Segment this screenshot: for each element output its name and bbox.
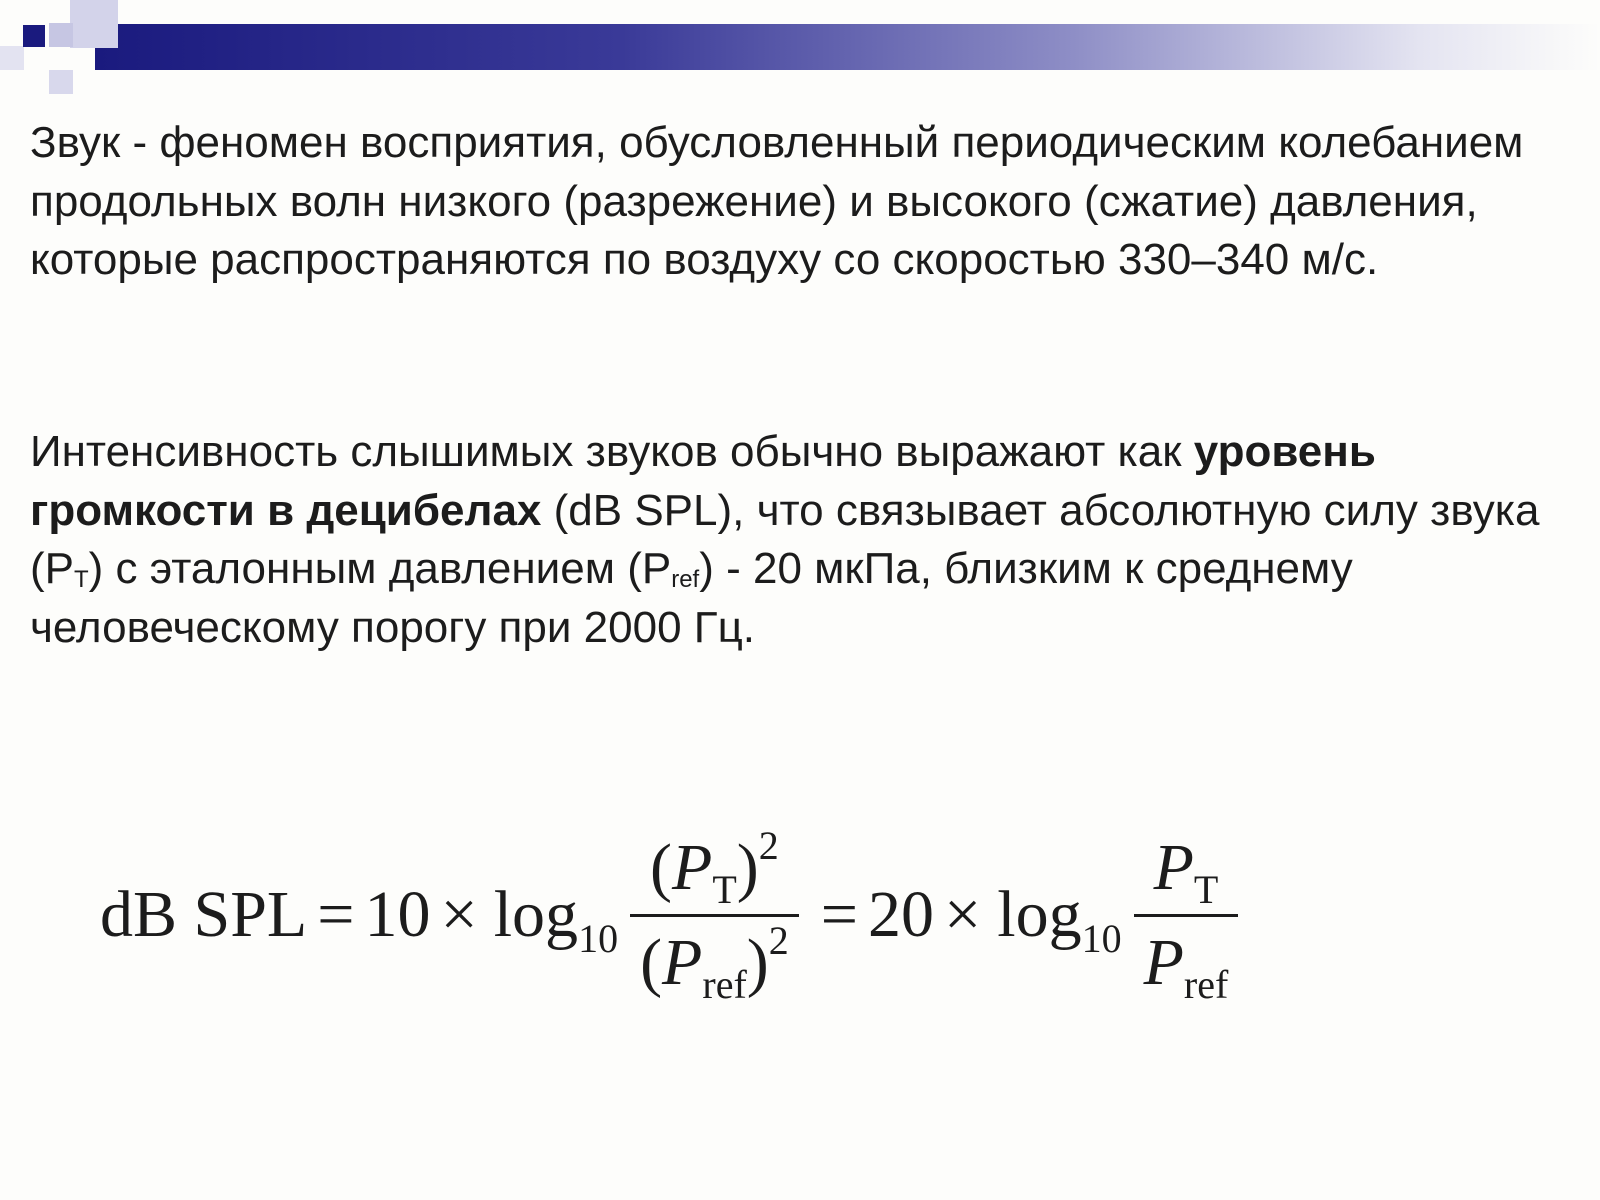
denominator bbox=[1134, 917, 1239, 1009]
numerator bbox=[1144, 822, 1229, 914]
bold-term: уровень громкости в децибелах bbox=[30, 427, 1376, 535]
symbol: P bbox=[1143, 925, 1184, 999]
text-segment: ) с эталонным давлением (P bbox=[88, 544, 672, 593]
subscript: T bbox=[74, 566, 89, 593]
text-segment: (dB SPL), что связывает абсолютную силу звука (P bbox=[30, 485, 1540, 593]
paragraph-sound-definition: Звук - феномен восприятия, обусловленный периодическим колебанием продольных волн низкого (разрежение) и высокого (сжатие) давления, которые распространяются по воздуху со скоростью 330–340 м/с. bbox=[30, 118, 1524, 284]
denominator: $(P_{ref})^2$ bbox=[640, 917, 789, 1007]
symbol: P bbox=[1153, 830, 1194, 904]
times-sign: × bbox=[944, 878, 982, 951]
coefficient: 10 bbox=[364, 878, 431, 951]
fraction-squared bbox=[630, 822, 799, 1009]
decor-square bbox=[49, 70, 73, 94]
decor-square-accent bbox=[23, 25, 45, 47]
db-spl-formula bbox=[100, 800, 1250, 1030]
log-function bbox=[997, 877, 1122, 961]
numerator: $(P_T)^2$ bbox=[650, 822, 779, 912]
equals-sign: = bbox=[820, 878, 858, 951]
exponent: 2 bbox=[768, 917, 789, 963]
symbol-subscript: ref bbox=[1183, 961, 1229, 1007]
symbol-subscript: T bbox=[712, 866, 737, 912]
exponent: 2 bbox=[758, 822, 779, 868]
log-base: 10 bbox=[578, 916, 619, 961]
formula-lhs: dB SPL bbox=[100, 878, 308, 951]
log-label: log bbox=[997, 878, 1082, 951]
decor-square bbox=[70, 0, 118, 48]
subscript: ref bbox=[671, 566, 700, 593]
log-base: 10 bbox=[1081, 916, 1122, 961]
symbol: P bbox=[662, 925, 703, 999]
equals-sign: = bbox=[317, 878, 355, 951]
fraction-ratio bbox=[1134, 822, 1239, 1009]
title-bar-gradient bbox=[95, 24, 1600, 70]
log-label: log bbox=[493, 878, 579, 951]
log-function bbox=[493, 877, 619, 961]
symbol-subscript: ref bbox=[702, 961, 747, 1007]
symbol: P bbox=[672, 830, 713, 904]
text-segment: Интенсивность слышимых звуков обычно выражают как bbox=[30, 427, 1194, 476]
decor-square bbox=[49, 23, 73, 47]
symbol-subscript: T bbox=[1193, 866, 1219, 912]
coefficient: 20 bbox=[868, 878, 934, 951]
paragraph-intensity bbox=[30, 423, 1560, 657]
times-sign: × bbox=[440, 878, 478, 951]
decor-square bbox=[0, 46, 24, 70]
text-segment: ) - 20 мкПа, близким к среднему человеческому порогу при 2000 Гц. bbox=[30, 544, 1353, 652]
